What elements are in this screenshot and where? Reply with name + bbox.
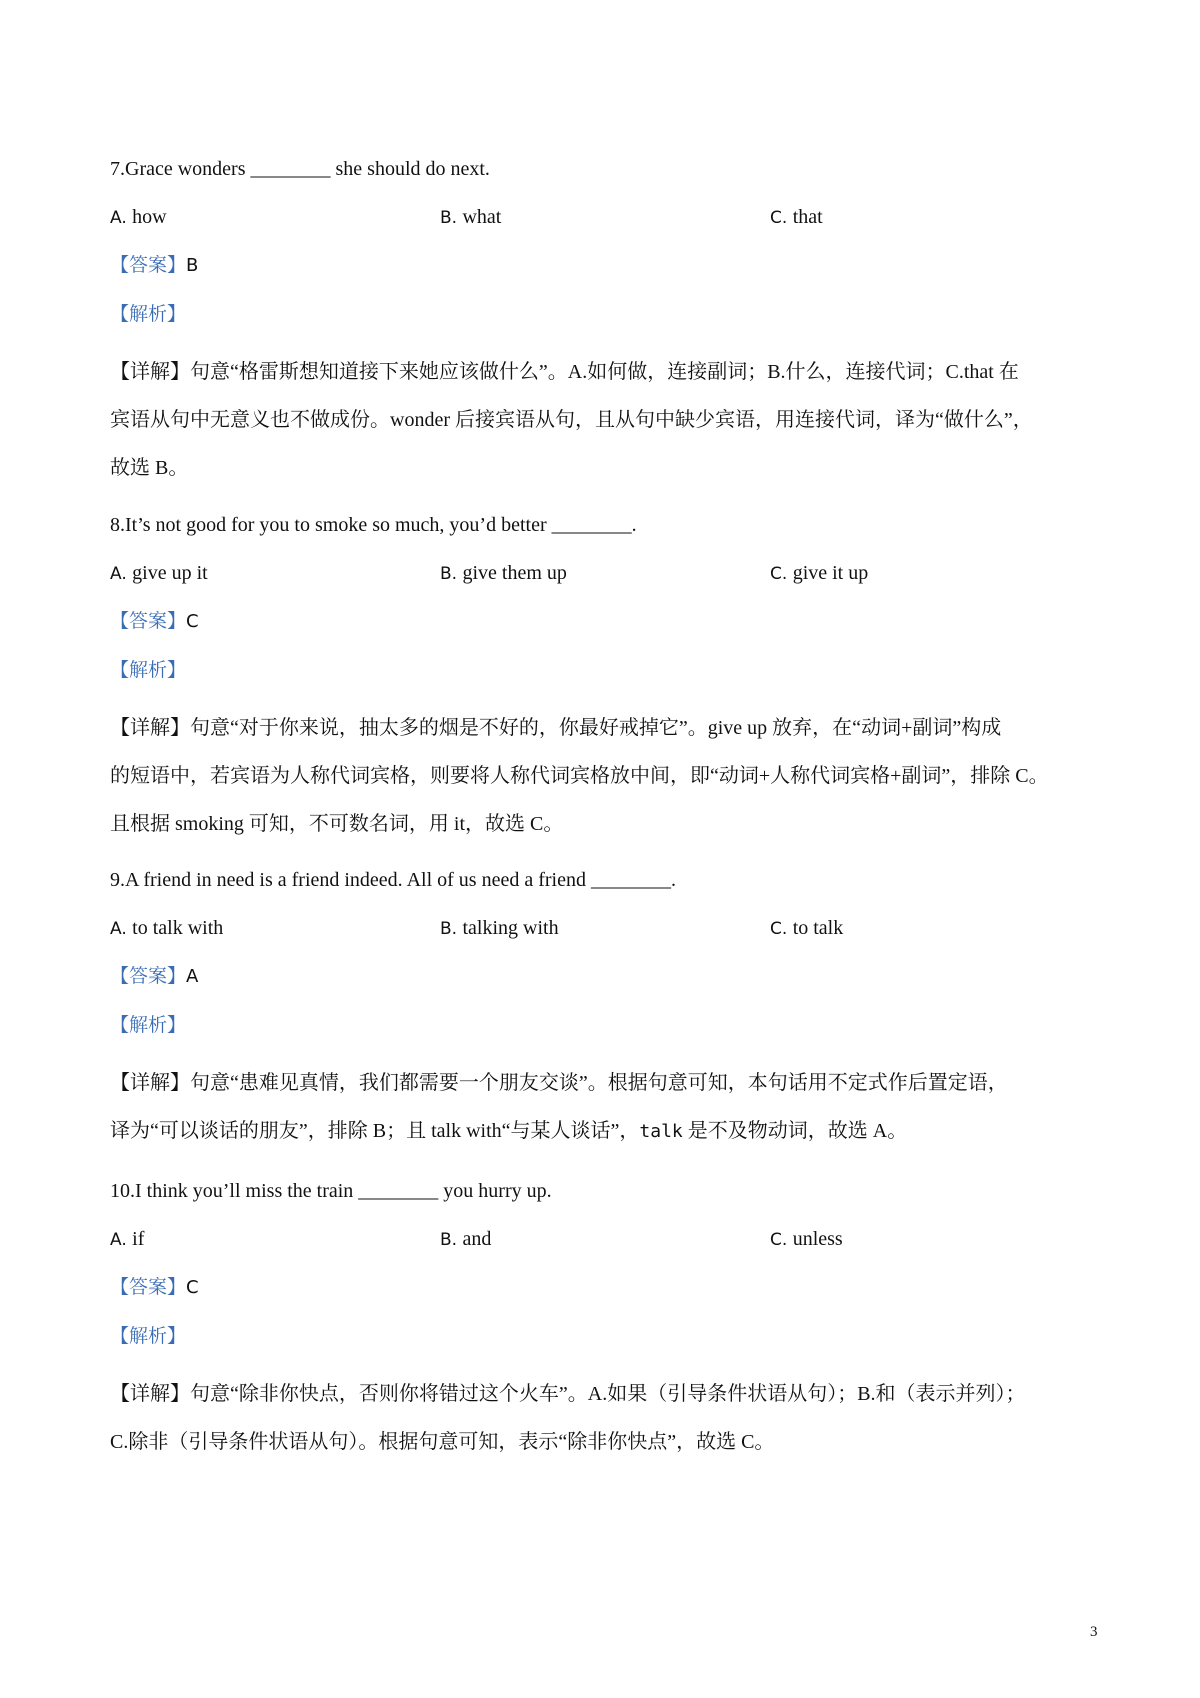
detail-line: 【详解】句意“格雷斯想知道接下来她应该做什么”。A.如何做，连接副词；B.什么，连接代词；C.that 在 [110, 361, 1019, 383]
detail-explanation [110, 348, 1102, 492]
option-row [110, 561, 1102, 585]
analysis-tag: 【解析】 [110, 1325, 187, 1347]
option-text: how [132, 206, 167, 228]
question-stem: 8.It’s not good for you to smoke so much, you’d better ________. [110, 514, 637, 536]
option-a [110, 916, 223, 941]
analysis-heading [110, 658, 1102, 682]
answer-line [110, 609, 1102, 634]
detail-line: C.除非（引导条件状语从句）。根据句意可知，表示“除非你快点”，故选 C。 [110, 1431, 775, 1453]
option-row [110, 916, 1102, 940]
detail-line [110, 1107, 1102, 1156]
answer-tag: 【答案】 [110, 1276, 187, 1298]
option-text: give up it [132, 562, 208, 584]
analysis-heading [110, 1013, 1102, 1037]
detail-text: 是不及物动词，故选 A。 [687, 1120, 908, 1142]
answer-line [110, 253, 1102, 278]
question-7 [110, 157, 1102, 492]
option-text: to talk with [132, 917, 224, 939]
option-row [110, 205, 1102, 229]
question-9 [110, 868, 1102, 1156]
detail-explanation [110, 1059, 1102, 1156]
option-b [440, 1227, 491, 1252]
code-word: talk [639, 1121, 683, 1142]
option-text: that [792, 206, 823, 228]
answer-line [110, 964, 1102, 989]
option-letter: B. [440, 1230, 463, 1250]
detail-explanation [110, 704, 1102, 848]
analysis-tag: 【解析】 [110, 659, 187, 681]
analysis-tag: 【解析】 [110, 303, 187, 325]
option-c [770, 205, 823, 230]
option-text: talking with [462, 917, 559, 939]
answer-value: C [186, 1277, 199, 1298]
detail-line: 的短语中，若宾语为人称代词宾格，则要将人称代词宾格放中间，即“动词+人称代词宾格+副词”，排除 C。 [110, 765, 1049, 787]
detail-line: 【详解】句意“除非你快点，否则你将错过这个火车”。A.如果（引导条件状语从句）；B.和（表示并列）； [110, 1383, 1026, 1405]
option-letter: A. [110, 208, 133, 228]
option-b [440, 561, 567, 586]
detail-line: 宾语从句中无意义也不做成份。wonder 后接宾语从句，且从句中缺少宾语，用连接代词，译为“做什么”， [110, 409, 1033, 431]
option-letter: C. [770, 564, 793, 584]
answer-value: B [186, 255, 199, 276]
option-letter: A. [110, 1230, 133, 1250]
option-c [770, 916, 843, 941]
answer-value: A [186, 966, 199, 987]
option-letter: B. [440, 919, 463, 939]
option-text: and [462, 1228, 492, 1250]
option-letter: C. [770, 1230, 793, 1250]
option-text: to talk [792, 917, 844, 939]
analysis-heading [110, 302, 1102, 326]
answer-tag: 【答案】 [110, 965, 187, 987]
detail-line: 【详解】句意“患难见真情，我们都需要一个朋友交谈”。根据句意可知，本句话用不定式作后置定语， [110, 1072, 1008, 1094]
question-stem: 7.Grace wonders ________ she should do next. [110, 158, 490, 180]
analysis-heading [110, 1324, 1102, 1348]
option-c [770, 561, 868, 586]
option-letter: B. [440, 564, 463, 584]
option-c [770, 1227, 843, 1252]
question-8 [110, 513, 1102, 848]
answer-line [110, 1275, 1102, 1300]
detail-line: 且根据 smoking 可知，不可数名词，用 it，故选 C。 [110, 813, 564, 835]
option-row [110, 1227, 1102, 1251]
option-a [110, 1227, 144, 1252]
option-letter: B. [440, 208, 463, 228]
option-a [110, 205, 167, 230]
option-b [440, 916, 559, 941]
option-text: if [132, 1228, 145, 1250]
detail-line: 【详解】句意“对于你来说，抽太多的烟是不好的，你最好戒掉它”。give up 放弃，在“动词+副词”构成 [110, 717, 1002, 739]
answer-tag: 【答案】 [110, 254, 187, 276]
option-letter: A. [110, 919, 133, 939]
detail-line: 故选 B。 [110, 457, 189, 479]
option-letter: C. [770, 208, 793, 228]
question-stem: 9.A friend in need is a friend indeed. All of us need a friend ________. [110, 869, 676, 891]
question-10 [110, 1179, 1102, 1466]
option-letter: A. [110, 564, 133, 584]
option-a [110, 561, 208, 586]
option-letter: C. [770, 919, 793, 939]
answer-tag: 【答案】 [110, 610, 187, 632]
question-stem: 10.I think you’ll miss the train ________ you hurry up. [110, 1180, 552, 1202]
answer-value: C [186, 611, 199, 632]
option-text: what [462, 206, 502, 228]
option-text: give them up [462, 562, 567, 584]
page-number: 3 [1090, 1624, 1098, 1640]
detail-explanation [110, 1370, 1102, 1466]
option-text: unless [792, 1228, 843, 1250]
option-text: give it up [792, 562, 869, 584]
option-b [440, 205, 501, 230]
detail-text: 译为“可以谈话的朋友”，排除 B；且 talk with“与某人谈话”， [110, 1120, 640, 1142]
analysis-tag: 【解析】 [110, 1014, 187, 1036]
